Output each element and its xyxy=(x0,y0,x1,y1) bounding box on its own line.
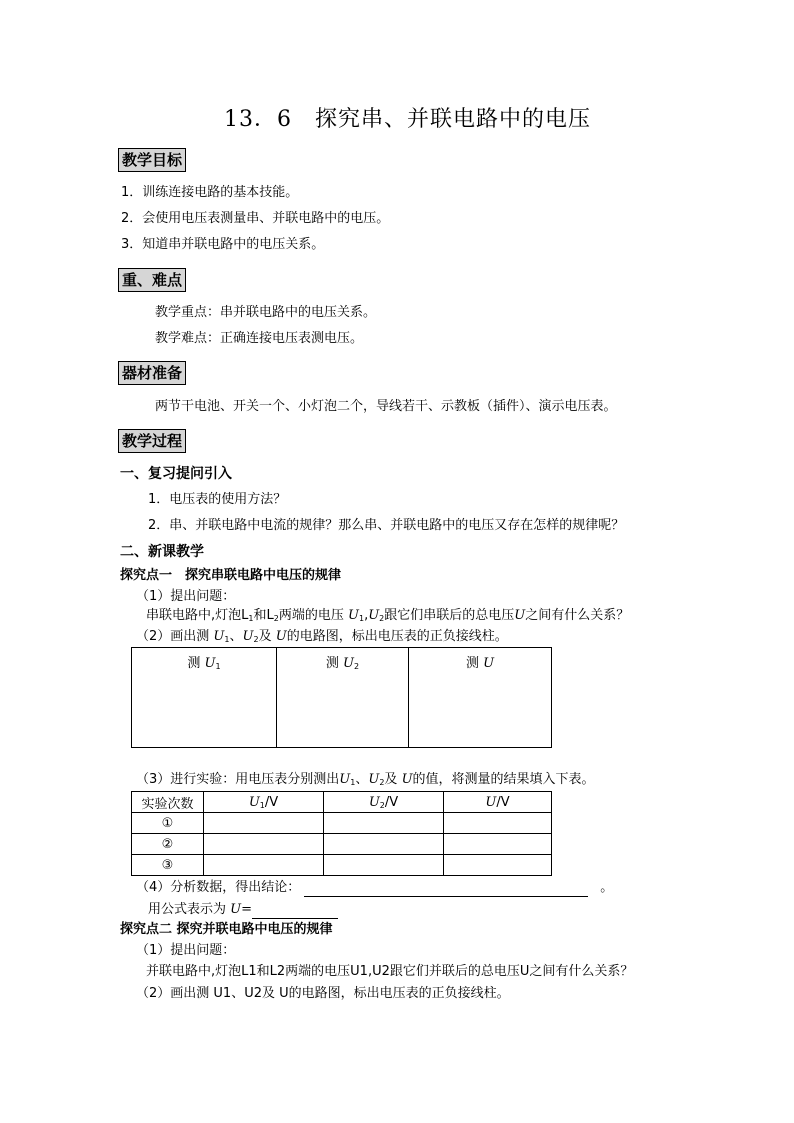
table-header: $U_1/V$ xyxy=(204,792,324,813)
inquiry2-step1: （1）提出问题： xyxy=(136,943,236,958)
table-cell[interactable] xyxy=(444,834,552,855)
inquiry1-formula: 用公式表示为 U= xyxy=(148,901,338,919)
review-question: 1．电压表的使用方法？ xyxy=(148,492,287,507)
trial-number: ② xyxy=(132,834,204,855)
table-cell[interactable] xyxy=(444,855,552,876)
inquiry2-title: 探究点二 探究并联电路中电压的规律 xyxy=(120,922,333,937)
table-row xyxy=(132,855,552,876)
table-cell[interactable] xyxy=(324,834,444,855)
table-cell[interactable] xyxy=(444,813,552,834)
circuit-cell-u1[interactable]: 测 $U_1$ xyxy=(132,648,277,748)
inquiry1-step3: （3）进行实验：用电压表分别测出$U_1$、$U_2$及 U的值，将测量的结果填入下表。 xyxy=(136,772,595,787)
table-row xyxy=(132,813,552,834)
key-difficulty: 教学难点：正确连接电压表测电压。 xyxy=(155,331,364,346)
objective-item: 2．会使用电压表测量串、并联电路中的电压。 xyxy=(121,211,390,226)
table-cell[interactable] xyxy=(204,834,324,855)
conclusion-blank[interactable] xyxy=(304,896,588,897)
formula-blank[interactable] xyxy=(252,918,338,919)
table-cell[interactable] xyxy=(204,855,324,876)
circuit-cell-u2[interactable]: 测 $U_2$ xyxy=(277,648,409,748)
review-question: 2．串、并联电路中电流的规律？那么串、并联电路中的电压又存在怎样的规律呢？ xyxy=(148,518,625,533)
part2-title: 二、新课教学 xyxy=(120,544,204,560)
table-cell[interactable] xyxy=(324,813,444,834)
materials-text: 两节干电池、开关一个、小灯泡二个，导线若干、示教板（插件）、演示电压表。 xyxy=(155,399,617,414)
table-header: 实验次数 xyxy=(132,792,204,813)
measurement-table xyxy=(131,791,552,876)
table-row xyxy=(132,834,552,855)
inquiry1-step2: （2）画出测 $U_1$、$U_2$及 U的电路图，标出电压表的正负接线柱。 xyxy=(136,629,508,644)
trial-number: ① xyxy=(132,813,204,834)
table-cell[interactable] xyxy=(204,813,324,834)
inquiry1-step4: （4）分析数据，得出结论： 。 xyxy=(136,880,614,895)
objective-item: 1．训练连接电路的基本技能。 xyxy=(121,185,299,200)
circuit-cell-u[interactable]: 测 U xyxy=(409,648,552,748)
inquiry1-question: 串联电路中,灯泡$L_1$和$L_2$两端的电压 $U_1,U_2$跟它们串联后的总电压U之间有什么关系？ xyxy=(146,608,630,623)
page-title: 13．6 探究串、并联电路中的电压 xyxy=(224,107,591,132)
circuit-diagram-table xyxy=(131,647,552,748)
inquiry1-step1: （1）提出问题： xyxy=(136,589,236,604)
inquiry2-question: 并联电路中,灯泡L1和L2两端的电压U1,U2跟它们并联后的总电压U之间有什么关系？ xyxy=(146,964,634,979)
table-cell[interactable] xyxy=(324,855,444,876)
part1-title: 一、复习提问引入 xyxy=(120,466,232,482)
section-heading-process: 教学过程 xyxy=(118,429,186,453)
objective-item: 3．知道串并联电路中的电压关系。 xyxy=(121,237,325,252)
table-header: $U_2/V$ xyxy=(324,792,444,813)
inquiry1-title: 探究点一 探究串联电路中电压的规律 xyxy=(120,568,342,583)
table-header: U/V xyxy=(444,792,552,813)
section-heading-key-points: 重、难点 xyxy=(118,268,186,292)
inquiry2-step2: （2）画出测 U1、U2及 U的电路图，标出电压表的正负接线柱。 xyxy=(136,986,510,1001)
section-heading-objectives: 教学目标 xyxy=(118,148,186,172)
trial-number: ③ xyxy=(132,855,204,876)
section-heading-materials: 器材准备 xyxy=(118,361,186,385)
key-focus: 教学重点：串并联电路中的电压关系。 xyxy=(155,305,377,320)
